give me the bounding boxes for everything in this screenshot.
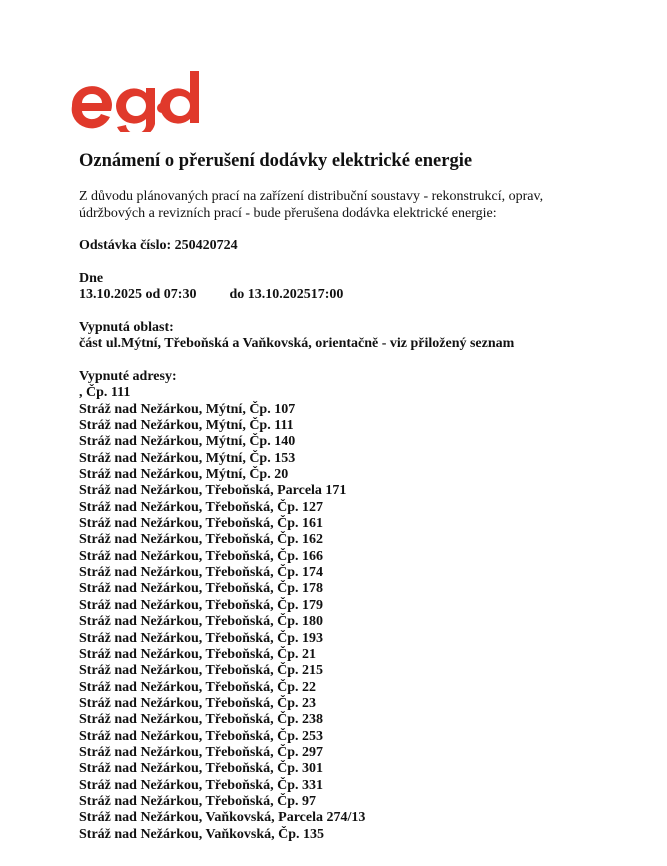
address-item: Stráž nad Nežárkou, Mýtní, Čp. 20	[79, 467, 289, 483]
address-item: Stráž nad Nežárkou, Třeboňská, Čp. 174	[79, 565, 323, 581]
address-item: Stráž nad Nežárkou, Třeboňská, Čp. 21	[79, 646, 316, 662]
address-item: Stráž nad Nežárkou, Třeboňská, Čp. 238	[79, 712, 323, 728]
address-item: Stráž nad Nežárkou, Třeboňská, Čp. 193	[79, 630, 323, 646]
address-item: Stráž nad Nežárkou, Vaňkovská, Parcela 274/13	[79, 810, 366, 826]
egd-logo	[70, 66, 200, 132]
outage-number: Odstávka číslo: 250420724	[79, 238, 238, 253]
address-item: Stráž nad Nežárkou, Třeboňská, Čp. 331	[79, 777, 323, 793]
address-item: Stráž nad Nežárkou, Třeboňská, Čp. 23	[79, 695, 316, 711]
intro-paragraph	[79, 188, 549, 222]
intro-line: Z důvodu plánovaných prací na zařízení distribuční soustavy - rekonstrukcí, oprav,	[79, 189, 544, 204]
address-item: Stráž nad Nežárkou, Třeboňská, Čp. 127	[79, 499, 323, 515]
date-label: Dne	[79, 271, 104, 286]
address-item: Stráž nad Nežárkou, Třeboňská, Parcela 171	[79, 483, 347, 499]
address-item: Stráž nad Nežárkou, Třeboňská, Čp. 162	[79, 532, 323, 548]
address-item: , Čp. 111	[79, 385, 131, 401]
address-list	[79, 385, 365, 843]
date-section	[79, 271, 343, 304]
address-item: Stráž nad Nežárkou, Třeboňská, Čp. 215	[79, 663, 323, 679]
date-to: do 13.10.202517:00	[229, 287, 344, 303]
address-item: Stráž nad Nežárkou, Třeboňská, Čp. 297	[79, 744, 323, 760]
date-from: 13.10.2025 od 07:30	[79, 287, 197, 303]
page-title: Oznámení o přerušení dodávky elektrické energie	[79, 151, 473, 171]
address-item: Stráž nad Nežárkou, Třeboňská, Čp. 178	[79, 581, 323, 597]
address-item: Stráž nad Nežárkou, Mýtní, Čp. 111	[79, 418, 294, 434]
address-item: Stráž nad Nežárkou, Třeboňská, Čp. 22	[79, 679, 316, 695]
address-item: Stráž nad Nežárkou, Třeboňská, Čp. 253	[79, 728, 323, 744]
address-item: Stráž nad Nežárkou, Mýtní, Čp. 140	[79, 434, 296, 450]
addresses-label: Vypnuté adresy:	[79, 369, 177, 384]
area-section	[79, 320, 514, 353]
address-item: Stráž nad Nežárkou, Mýtní, Čp. 107	[79, 401, 296, 417]
address-item: Stráž nad Nežárkou, Třeboňská, Čp. 97	[79, 793, 316, 809]
address-item: Stráž nad Nežárkou, Mýtní, Čp. 153	[79, 450, 296, 466]
address-item: Stráž nad Nežárkou, Třeboňská, Čp. 301	[79, 761, 323, 777]
address-item: Stráž nad Nežárkou, Vaňkovská, Čp. 135	[79, 826, 325, 842]
address-item: Stráž nad Nežárkou, Třeboňská, Čp. 179	[79, 597, 323, 613]
area-label: Vypnutá oblast:	[79, 320, 174, 335]
addresses-section	[79, 369, 365, 843]
intro-line: údržbových a revizních prací - bude přerušena dodávka elektrické energie:	[79, 206, 497, 221]
address-item: Stráž nad Nežárkou, Třeboňská, Čp. 161	[79, 516, 323, 532]
area-value: část ul.Mýtní, Třeboňská a Vaňkovská, orientačně - viz přiložený seznam	[79, 336, 515, 352]
address-item: Stráž nad Nežárkou, Třeboňská, Čp. 166	[79, 548, 323, 564]
address-item: Stráž nad Nežárkou, Třeboňská, Čp. 180	[79, 614, 323, 630]
